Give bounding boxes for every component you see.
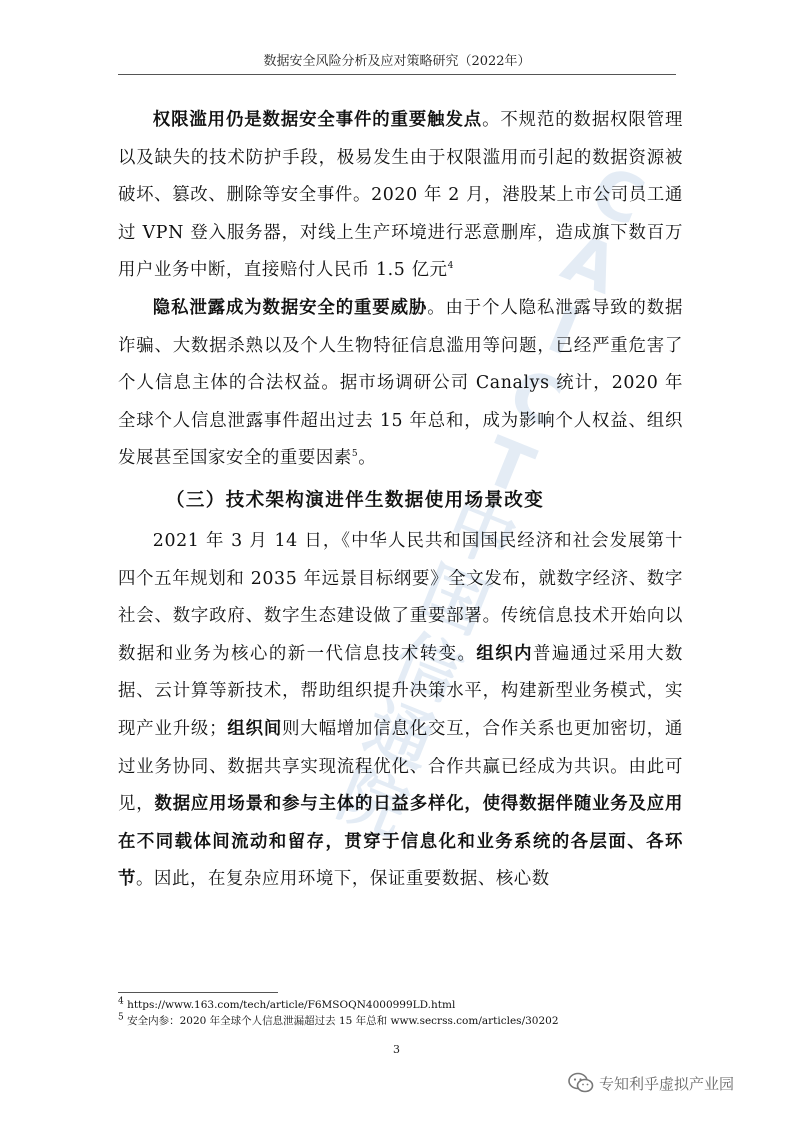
- paragraph-text: 普遍通过采用大数据、云计算等新技术，帮助组织提升决策水平，构建新型业务模式，实现产业升级；: [118, 643, 683, 739]
- paragraph-privacy-leak: [118, 290, 683, 478]
- watermark-glyph: A: [552, 218, 629, 309]
- paragraph-text: 。因此，在复杂应用环境下，保证重要数据、核心数: [136, 869, 550, 890]
- watermark-glyph: 通: [354, 687, 445, 784]
- paragraph-text: 2021 年 3 月 14 日，《中华人民共和国国民经济和社会发展第十四个五年规划和 2035 年远景目标纲要》全文发布，就数字经济、数字社会、数字政府、数字生态建设做了重要部署。传统信息技术开始向以数据和业务为核心的新一代信息技术转变。: [118, 530, 683, 664]
- watermark-glyph: T: [473, 421, 545, 510]
- watermark-glyph: I: [537, 290, 590, 372]
- running-header: 数据安全风险分析及应对策略研究（2022年）: [118, 50, 676, 75]
- footnote-ref[interactable]: 4: [447, 261, 454, 272]
- footnotes: [118, 997, 718, 1029]
- watermark-glyph: 国: [409, 552, 500, 649]
- paragraph-permission-abuse: [118, 102, 683, 290]
- section-heading: （三）技术架构演进伴生数据使用场景改变: [166, 489, 545, 511]
- key-phrase: 隐私泄露成为数据安全的重要威胁: [152, 297, 428, 318]
- key-phrase: 权限滥用仍是数据安全事件的重要触发点: [152, 110, 483, 130]
- footnote-divider: [118, 992, 278, 993]
- key-phrase: 组织间: [227, 718, 283, 739]
- key-phrase: 组织内: [476, 643, 533, 664]
- watermark-glyph: 中: [436, 485, 527, 582]
- page-body: [118, 102, 683, 899]
- page-number: 3: [393, 1043, 400, 1056]
- paragraph-text: 则大幅增加信息化交互，合作关系也更加密切，通过业务协同、数据共享实现流程优化、合作共赢已经成为共识。由此可见，: [118, 718, 683, 815]
- watermark-glyph: 院: [327, 754, 418, 851]
- wechat-account-name: 专知利乎虚拟产业园: [599, 1074, 735, 1093]
- footnote-ref[interactable]: 5: [351, 449, 359, 460]
- paragraph-text: 。不规范的数据权限管理以及缺失的技术防护手段，极易发生由于权限滥用而引起的数据资源被破坏、篡改、删除等安全事件。2020 年 2 月，港股某上市公司员工通过 VPN 登入服务器，对线上生产环境进行恶意删库，造成旗下数百万用户业务中断，直接赔付人民币 1.5 亿元: [118, 110, 683, 281]
- watermark-glyph: C: [499, 353, 573, 444]
- key-phrase: 数据应用场景和参与主体的日益多样化，使得数据伴随业务及应用在不同载体间流动和留存，贯穿于信息化和业务系统的各层面、各环节: [118, 794, 683, 890]
- paragraph-tech-architecture: [118, 523, 683, 899]
- footnote-text: 安全内参：2020 年全球个人信息泄漏超过去 15 年总和 www.secrss.com/articles/30202: [127, 1015, 559, 1027]
- footnote-5: $^5$ 安全内参：2020 年全球个人信息泄漏超过去 15 年总和 www.secrss.com/articles/30202: [118, 1012, 559, 1027]
- footnote-link[interactable]: https://www.163.com/tech/article/F6MSOQN4000999LD.html: [127, 999, 456, 1011]
- watermark-glyph: C: [580, 151, 655, 242]
- footnote-4: $^4$ https://www.163.com/tech/article/F6MSOQN4000999LD.html: [118, 996, 456, 1011]
- watermark-glyph: 信: [382, 619, 473, 716]
- paragraph-end: 。: [358, 448, 377, 469]
- paragraph-text: 。由于个人隐私泄露导致的数据诈骗、大数据杀熟以及个人生物特征信息滥用等问题，已经严重危害了个人信息主体的合法权益。据市场调研公司 Canalys 统计，2020 年全球个人信息泄露事件超出过去 15 年总和，成为影响个人权益、组织发展甚至国家安全的重要因素: [118, 297, 683, 469]
- wechat-account-badge[interactable]: [568, 1072, 734, 1094]
- wechat-icon: [568, 1072, 594, 1094]
